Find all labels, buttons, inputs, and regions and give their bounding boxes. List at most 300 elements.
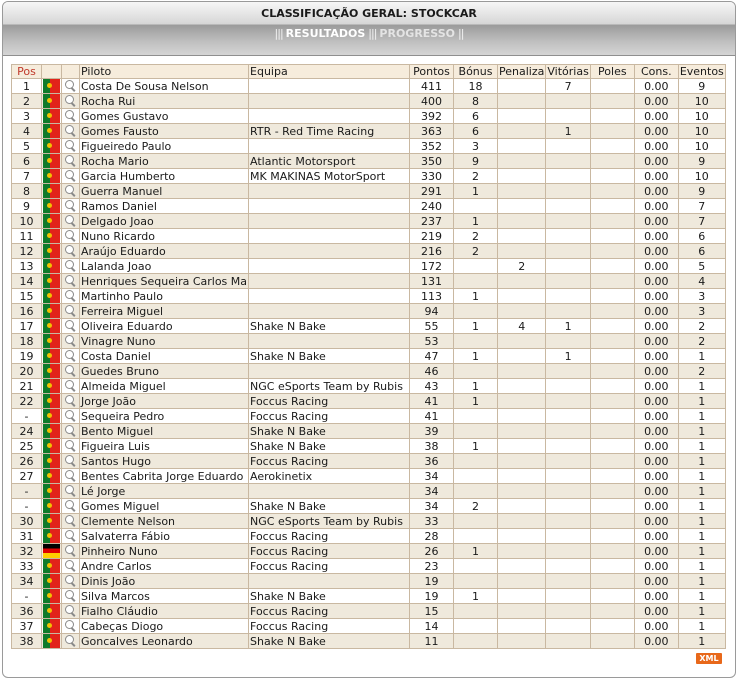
cell-pontos: 28	[410, 529, 454, 544]
cell-eventos: 6	[678, 244, 725, 259]
cell-bonus	[454, 304, 498, 319]
cell-piloto: Almeida Miguel	[80, 379, 249, 394]
flag-portugal-icon	[43, 619, 60, 633]
cell-piloto: Andre Carlos	[80, 559, 249, 574]
cell-pos: 18	[12, 334, 42, 349]
table-row	[12, 574, 726, 589]
magnifier-icon[interactable]	[63, 334, 78, 348]
cell-pontos: 352	[410, 139, 454, 154]
cell-bonus: 1	[454, 394, 498, 409]
cell-eventos: 5	[678, 259, 725, 274]
flag-portugal-icon	[43, 589, 60, 603]
col-header-bonus[interactable]: Bónus	[454, 65, 498, 79]
table-row	[12, 199, 726, 214]
cell-bonus: 9	[454, 154, 498, 169]
table-row	[12, 244, 726, 259]
cell-equipa	[249, 94, 410, 109]
cell-bonus: 1	[454, 349, 498, 364]
cell-pontos: 330	[410, 169, 454, 184]
flag-portugal-icon	[43, 289, 60, 303]
cell-poles	[590, 634, 634, 649]
cell-penaliza	[498, 199, 546, 214]
cell-equipa	[249, 274, 410, 289]
table-row	[12, 334, 726, 349]
cell-pontos: 113	[410, 289, 454, 304]
magnifier-icon[interactable]	[63, 124, 78, 138]
magnifier-icon[interactable]	[63, 364, 78, 378]
cell-bonus: 1	[454, 379, 498, 394]
cell-poles	[590, 319, 634, 334]
magnifier-icon[interactable]	[63, 619, 78, 633]
magnifier-icon[interactable]	[63, 574, 78, 588]
cell-penaliza	[498, 109, 546, 124]
magnifier-icon[interactable]	[63, 454, 78, 468]
cell-eventos: 1	[678, 499, 725, 514]
cell-cons: 0.00	[634, 454, 678, 469]
cell-poles	[590, 379, 634, 394]
cell-view	[62, 289, 80, 304]
cell-pos: -	[12, 484, 42, 499]
cell-cons: 0.00	[634, 394, 678, 409]
table-row	[12, 109, 726, 124]
cell-eventos: 1	[678, 514, 725, 529]
cell-equipa	[249, 304, 410, 319]
tab-separator: |||	[274, 27, 283, 40]
magnifier-icon[interactable]	[63, 304, 78, 318]
cell-vitorias	[546, 139, 590, 154]
cell-pos: 33	[12, 559, 42, 574]
cell-poles	[590, 424, 634, 439]
cell-flag	[42, 259, 62, 274]
magnifier-icon[interactable]	[63, 544, 78, 558]
cell-view	[62, 394, 80, 409]
cell-poles	[590, 409, 634, 424]
cell-cons: 0.00	[634, 79, 678, 94]
magnifier-icon[interactable]	[63, 229, 78, 243]
cell-poles	[590, 544, 634, 559]
cell-view	[62, 364, 80, 379]
table-row	[12, 304, 726, 319]
magnifier-icon[interactable]	[63, 109, 78, 123]
flag-portugal-icon	[43, 424, 60, 438]
cell-vitorias	[546, 379, 590, 394]
magnifier-icon[interactable]	[63, 379, 78, 393]
cell-cons: 0.00	[634, 424, 678, 439]
cell-equipa	[249, 199, 410, 214]
cell-bonus	[454, 274, 498, 289]
cell-pontos: 39	[410, 424, 454, 439]
cell-cons: 0.00	[634, 154, 678, 169]
cell-penaliza	[498, 619, 546, 634]
magnifier-icon[interactable]	[63, 529, 78, 543]
cell-pontos: 411	[410, 79, 454, 94]
cell-penaliza	[498, 604, 546, 619]
cell-cons: 0.00	[634, 379, 678, 394]
cell-vitorias	[546, 439, 590, 454]
cell-flag	[42, 409, 62, 424]
cell-bonus	[454, 424, 498, 439]
tab-bar	[3, 25, 735, 56]
cell-eventos: 1	[678, 544, 725, 559]
magnifier-icon[interactable]	[63, 559, 78, 573]
cell-eventos: 1	[678, 574, 725, 589]
cell-eventos: 9	[678, 79, 725, 94]
cell-piloto: Lé Jorge	[80, 484, 249, 499]
flag-portugal-icon	[43, 154, 60, 168]
cell-eventos: 1	[678, 634, 725, 649]
cell-pontos: 36	[410, 454, 454, 469]
cell-penaliza	[498, 424, 546, 439]
cell-flag	[42, 124, 62, 139]
cell-equipa: Foccus Racing	[249, 559, 410, 574]
cell-eventos: 7	[678, 199, 725, 214]
panel-title: CLASSIFICAÇÃO GERAL: STOCKCAR	[3, 2, 735, 25]
cell-pontos: 34	[410, 469, 454, 484]
magnifier-icon[interactable]	[63, 259, 78, 273]
cell-equipa: Atlantic Motorsport	[249, 154, 410, 169]
col-header-poles[interactable]: Poles	[590, 65, 634, 79]
magnifier-icon[interactable]	[63, 514, 78, 528]
cell-eventos: 2	[678, 319, 725, 334]
cell-pontos: 216	[410, 244, 454, 259]
cell-piloto: Martinho Paulo	[80, 289, 249, 304]
cell-piloto: Ramos Daniel	[80, 199, 249, 214]
cell-flag	[42, 619, 62, 634]
cell-pontos: 94	[410, 304, 454, 319]
table-row	[12, 259, 726, 274]
flag-portugal-icon	[43, 109, 60, 123]
col-header-vitorias[interactable]: Vitórias	[547, 65, 589, 78]
cell-eventos: 3	[678, 304, 725, 319]
cell-poles	[590, 439, 634, 454]
cell-pos: 14	[12, 274, 42, 289]
tab-progresso[interactable]: PROGRESSO	[379, 27, 456, 40]
table-row	[12, 619, 726, 634]
cell-piloto: Gomes Miguel	[80, 499, 249, 514]
cell-cons: 0.00	[634, 274, 678, 289]
flag-portugal-icon	[43, 574, 60, 588]
cell-flag	[42, 559, 62, 574]
table-row	[12, 214, 726, 229]
cell-view	[62, 484, 80, 499]
cell-equipa	[249, 184, 410, 199]
cell-vitorias	[546, 409, 590, 424]
cell-cons: 0.00	[634, 469, 678, 484]
cell-flag	[42, 439, 62, 454]
cell-view	[62, 319, 80, 334]
cell-view	[62, 124, 80, 139]
cell-flag	[42, 469, 62, 484]
cell-equipa	[249, 214, 410, 229]
cell-equipa: Shake N Bake	[249, 424, 410, 439]
magnifier-icon[interactable]	[63, 484, 78, 498]
cell-flag	[42, 634, 62, 649]
magnifier-icon[interactable]	[63, 214, 78, 228]
cell-penaliza	[498, 439, 546, 454]
cell-piloto: Figueiredo Paulo	[80, 139, 249, 154]
table-row	[12, 124, 726, 139]
cell-poles	[590, 184, 634, 199]
cell-piloto: Bento Miguel	[80, 424, 249, 439]
magnifier-icon[interactable]	[63, 439, 78, 453]
cell-equipa	[249, 79, 410, 94]
magnifier-icon[interactable]	[63, 409, 78, 423]
cell-cons: 0.00	[634, 244, 678, 259]
cell-eventos: 2	[678, 334, 725, 349]
cell-bonus: 1	[454, 214, 498, 229]
cell-flag	[42, 349, 62, 364]
cell-poles	[590, 169, 634, 184]
magnifier-icon[interactable]	[63, 199, 78, 213]
cell-cons: 0.00	[634, 364, 678, 379]
cell-flag	[42, 574, 62, 589]
magnifier-icon[interactable]	[63, 184, 78, 198]
cell-view	[62, 604, 80, 619]
cell-piloto: Guerra Manuel	[80, 184, 249, 199]
table-row	[12, 394, 726, 409]
cell-cons: 0.00	[634, 259, 678, 274]
xml-export-button[interactable]: XML	[696, 653, 722, 664]
cell-pontos: 19	[410, 589, 454, 604]
cell-vitorias	[546, 304, 590, 319]
table-row	[12, 604, 726, 619]
magnifier-icon[interactable]	[63, 289, 78, 303]
cell-cons: 0.00	[634, 484, 678, 499]
cell-eventos: 3	[678, 289, 725, 304]
cell-pontos: 350	[410, 154, 454, 169]
magnifier-icon[interactable]	[63, 499, 78, 513]
table-row	[12, 634, 726, 649]
cell-pos: -	[12, 589, 42, 604]
cell-pontos: 41	[410, 394, 454, 409]
cell-bonus: 8	[454, 94, 498, 109]
cell-penaliza	[498, 574, 546, 589]
table-row	[12, 229, 726, 244]
cell-vitorias	[546, 169, 590, 184]
col-header-eventos[interactable]: Eventos	[679, 65, 724, 78]
cell-pos: 37	[12, 619, 42, 634]
cell-penaliza	[498, 379, 546, 394]
magnifier-icon[interactable]	[63, 94, 78, 108]
flag-portugal-icon	[43, 484, 60, 498]
flag-portugal-icon	[43, 184, 60, 198]
cell-bonus: 1	[454, 319, 498, 334]
cell-pos: 21	[12, 379, 42, 394]
cell-pontos: 34	[410, 484, 454, 499]
cell-penaliza	[498, 184, 546, 199]
magnifier-icon[interactable]	[63, 469, 78, 483]
cell-penaliza	[498, 229, 546, 244]
table-row	[12, 349, 726, 364]
cell-pontos: 41	[410, 409, 454, 424]
cell-bonus	[454, 619, 498, 634]
tab-resultados[interactable]: RESULTADOS	[285, 27, 366, 40]
flag-portugal-icon	[43, 394, 60, 408]
cell-view	[62, 574, 80, 589]
cell-flag	[42, 364, 62, 379]
cell-poles	[590, 499, 634, 514]
cell-pontos: 23	[410, 559, 454, 574]
cell-bonus	[454, 559, 498, 574]
cell-penaliza	[498, 529, 546, 544]
cell-pontos: 400	[410, 94, 454, 109]
cell-view	[62, 94, 80, 109]
magnifier-icon[interactable]	[63, 424, 78, 438]
cell-pos: 36	[12, 604, 42, 619]
cell-bonus: 1	[454, 184, 498, 199]
cell-view	[62, 544, 80, 559]
col-header-piloto[interactable]: Piloto	[80, 65, 249, 79]
flag-portugal-icon	[43, 409, 60, 423]
cell-pontos: 47	[410, 349, 454, 364]
magnifier-icon[interactable]	[63, 349, 78, 363]
cell-piloto: Guedes Bruno	[80, 364, 249, 379]
cell-cons: 0.00	[634, 334, 678, 349]
cell-penaliza	[498, 79, 546, 94]
cell-eventos: 1	[678, 484, 725, 499]
flag-portugal-icon	[43, 514, 60, 528]
magnifier-icon[interactable]	[63, 634, 78, 648]
cell-bonus: 2	[454, 244, 498, 259]
flag-portugal-icon	[43, 469, 60, 483]
magnifier-icon[interactable]	[63, 274, 78, 288]
cell-poles	[590, 334, 634, 349]
cell-pontos: 19	[410, 574, 454, 589]
cell-cons: 0.00	[634, 94, 678, 109]
cell-pos: 13	[12, 259, 42, 274]
cell-vitorias	[546, 589, 590, 604]
cell-piloto: Rocha Rui	[80, 94, 249, 109]
cell-view	[62, 454, 80, 469]
cell-bonus	[454, 529, 498, 544]
cell-piloto: Jorge João	[80, 394, 249, 409]
cell-eventos: 1	[678, 379, 725, 394]
cell-vitorias	[546, 559, 590, 574]
cell-view	[62, 589, 80, 604]
cell-eventos: 10	[678, 94, 725, 109]
cell-vitorias	[546, 574, 590, 589]
cell-view	[62, 304, 80, 319]
cell-view	[62, 214, 80, 229]
magnifier-icon[interactable]	[63, 169, 78, 183]
magnifier-icon[interactable]	[63, 139, 78, 153]
cell-flag	[42, 424, 62, 439]
cell-pos: 7	[12, 169, 42, 184]
table-row	[12, 529, 726, 544]
cell-vitorias	[546, 454, 590, 469]
col-header-penaliza[interactable]: Penaliza	[499, 65, 545, 78]
cell-pos: -	[12, 499, 42, 514]
cell-piloto: Araújo Eduardo	[80, 244, 249, 259]
cell-view	[62, 154, 80, 169]
cell-vitorias	[546, 289, 590, 304]
cell-pos: 3	[12, 109, 42, 124]
table-row	[12, 484, 726, 499]
cell-pontos: 33	[410, 514, 454, 529]
cell-view	[62, 169, 80, 184]
cell-piloto: Oliveira Eduardo	[80, 319, 249, 334]
col-header-cons[interactable]: Cons.	[634, 65, 678, 79]
cell-poles	[590, 394, 634, 409]
cell-pontos: 172	[410, 259, 454, 274]
cell-equipa: Shake N Bake	[249, 349, 410, 364]
magnifier-icon[interactable]	[63, 394, 78, 408]
cell-pos: 15	[12, 289, 42, 304]
table-row	[12, 544, 726, 559]
cell-piloto: Costa De Sousa Nelson	[80, 79, 249, 94]
magnifier-icon[interactable]	[63, 604, 78, 618]
cell-eventos: 1	[678, 439, 725, 454]
cell-view	[62, 334, 80, 349]
cell-eventos: 9	[678, 184, 725, 199]
cell-poles	[590, 559, 634, 574]
cell-eventos: 10	[678, 139, 725, 154]
cell-bonus	[454, 604, 498, 619]
cell-flag	[42, 229, 62, 244]
cell-eventos: 9	[678, 154, 725, 169]
cell-view	[62, 424, 80, 439]
cell-poles	[590, 274, 634, 289]
cell-equipa: Foccus Racing	[249, 604, 410, 619]
cell-cons: 0.00	[634, 289, 678, 304]
cell-equipa: Shake N Bake	[249, 589, 410, 604]
cell-bonus: 1	[454, 544, 498, 559]
cell-pontos: 219	[410, 229, 454, 244]
magnifier-icon[interactable]	[63, 244, 78, 258]
cell-equipa	[249, 229, 410, 244]
cell-poles	[590, 454, 634, 469]
flag-portugal-icon	[43, 79, 60, 93]
cell-flag	[42, 274, 62, 289]
cell-vitorias	[546, 334, 590, 349]
cell-pos: 25	[12, 439, 42, 454]
cell-view	[62, 79, 80, 94]
cell-equipa	[249, 244, 410, 259]
cell-penaliza	[498, 634, 546, 649]
cell-bonus: 6	[454, 109, 498, 124]
flag-portugal-icon	[43, 634, 60, 648]
cell-penaliza	[498, 559, 546, 574]
magnifier-icon[interactable]	[63, 154, 78, 168]
cell-eventos: 1	[678, 394, 725, 409]
cell-piloto: Cabeças Diogo	[80, 619, 249, 634]
col-header-equipa[interactable]: Equipa	[249, 65, 410, 79]
cell-piloto: Santos Hugo	[80, 454, 249, 469]
table-row	[12, 409, 726, 424]
cell-equipa: Foccus Racing	[249, 544, 410, 559]
cell-pontos: 14	[410, 619, 454, 634]
cell-poles	[590, 484, 634, 499]
cell-eventos: 1	[678, 424, 725, 439]
col-header-pos[interactable]: Pos	[12, 65, 42, 79]
col-header-pontos[interactable]: Pontos	[410, 65, 454, 79]
magnifier-icon[interactable]	[63, 319, 78, 333]
magnifier-icon[interactable]	[63, 589, 78, 603]
cell-flag	[42, 184, 62, 199]
cell-vitorias	[546, 199, 590, 214]
cell-penaliza	[498, 244, 546, 259]
cell-vitorias	[546, 244, 590, 259]
cell-penaliza	[498, 289, 546, 304]
cell-penaliza	[498, 139, 546, 154]
cell-piloto: Salvaterra Fábio	[80, 529, 249, 544]
cell-equipa	[249, 334, 410, 349]
cell-view	[62, 499, 80, 514]
cell-eventos: 10	[678, 124, 725, 139]
cell-view	[62, 349, 80, 364]
table-row	[12, 319, 726, 334]
magnifier-icon[interactable]	[63, 79, 78, 93]
